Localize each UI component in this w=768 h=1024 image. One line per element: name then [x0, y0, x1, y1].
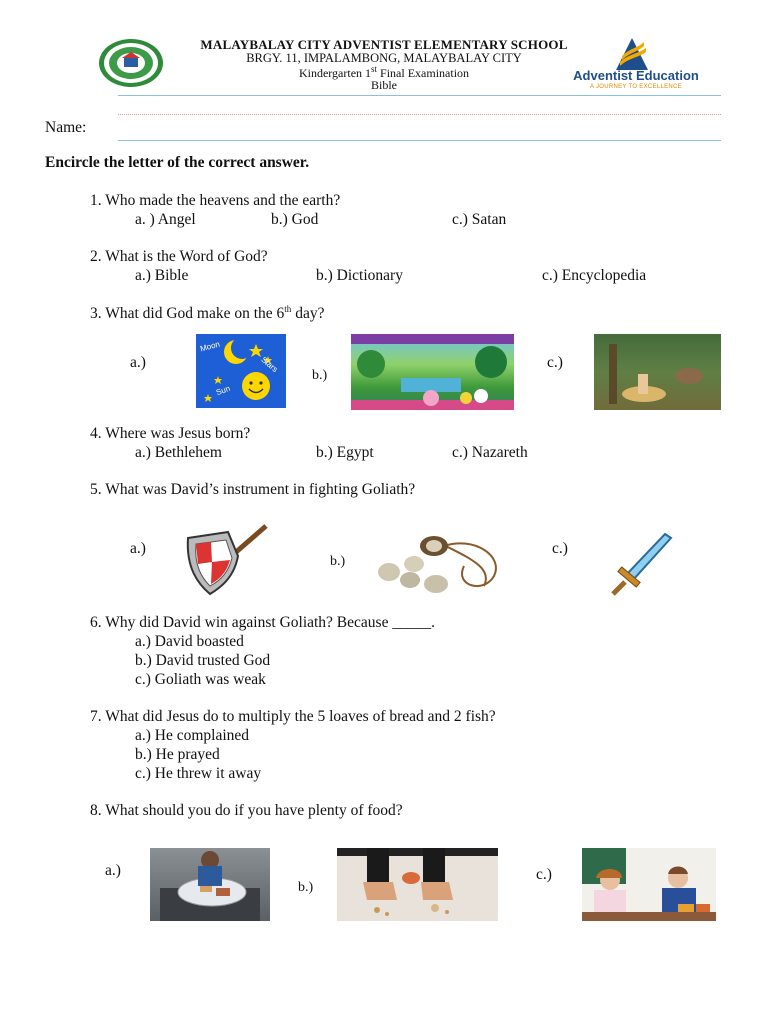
- q3-image-garden-nature[interactable]: [351, 334, 514, 410]
- instruction: Encircle the letter of the correct answer.: [45, 154, 310, 171]
- question-6: 6. Why did David win against Goliath? Because _____.: [90, 614, 435, 631]
- school-address: BRGY. 11, IMPALAMBONG, MALAYBALAY CITY: [246, 51, 522, 65]
- children-sharing-icon: [582, 848, 716, 921]
- q2-option-c[interactable]: c.) Encyclopedia: [542, 267, 647, 284]
- sun-label: Sun: [214, 383, 232, 398]
- sling-stones-icon: [374, 526, 508, 596]
- q8-option-c[interactable]: c.): [536, 866, 552, 883]
- question-8: 8. What should you do if you have plenty of food?: [90, 802, 403, 819]
- school-name: MALAYBALAY CITY ADVENTIST ELEMENTARY SCHOOL: [200, 37, 568, 52]
- stepping-on-food-image[interactable]: [337, 848, 498, 921]
- q8-option-b[interactable]: b.): [298, 880, 314, 895]
- adventist-education-logo: [556, 36, 716, 94]
- sharing-food-image[interactable]: [582, 848, 716, 921]
- garden-scene-icon: [351, 334, 514, 410]
- q5-option-a[interactable]: a.): [130, 540, 146, 557]
- q6-option-b[interactable]: b.) David trusted God: [135, 652, 271, 669]
- name-field-dotted-line: [118, 114, 721, 115]
- trash-food-icon: [150, 848, 270, 921]
- q3-image-animals-people[interactable]: [594, 334, 721, 410]
- q1-option-b[interactable]: b.) God: [271, 211, 319, 228]
- question-2: 2. What is the Word of God?: [90, 248, 268, 265]
- header-divider: [118, 95, 721, 96]
- q1-option-c[interactable]: c.) Satan: [452, 211, 507, 228]
- throwing-food-away-image[interactable]: [150, 848, 270, 921]
- stars-label: Stars: [259, 355, 280, 374]
- q3-option-c[interactable]: c.): [547, 354, 563, 371]
- q4-option-c[interactable]: c.) Nazareth: [452, 444, 528, 461]
- shield-and-sword-icon[interactable]: [180, 522, 272, 596]
- q3-option-a[interactable]: a.): [130, 354, 146, 371]
- question-3: 3. What did God make on the 6th day?: [90, 304, 325, 323]
- q8-option-a[interactable]: a.): [105, 862, 121, 879]
- question-7: 7. What did Jesus do to multiply the 5 loaves of bread and 2 fish?: [90, 708, 496, 725]
- flame-logo-icon: [612, 36, 652, 72]
- q6-option-a[interactable]: a.) David boasted: [135, 633, 244, 650]
- creation-animals-icon: [594, 334, 721, 410]
- name-field-line[interactable]: [118, 140, 721, 141]
- q7-option-a[interactable]: a.) He complained: [135, 727, 250, 744]
- question-4: 4. Where was Jesus born?: [90, 425, 251, 442]
- q6-option-c[interactable]: c.) Goliath was weak: [135, 671, 266, 688]
- question-1: 1. Who made the heavens and the earth?: [90, 192, 341, 209]
- name-label: Name:: [45, 119, 87, 136]
- q5-option-c[interactable]: c.): [552, 540, 568, 557]
- q7-option-c[interactable]: c.) He threw it away: [135, 765, 262, 782]
- sword-icon[interactable]: [605, 530, 675, 598]
- question-5: 5. What was David’s instrument in fighting Goliath?: [90, 481, 416, 498]
- q1-option-a[interactable]: a. ) Angel: [135, 211, 196, 228]
- q2-option-a[interactable]: a.) Bible: [135, 267, 189, 284]
- q4-option-a[interactable]: a.) Bethlehem: [135, 444, 222, 461]
- q3-image-moon-stars-sun[interactable]: [196, 334, 286, 408]
- q2-option-b[interactable]: b.) Dictionary: [316, 267, 403, 284]
- adventist-education-tagline: A JOURNEY TO EXCELLENCE: [590, 84, 682, 90]
- q4-option-b[interactable]: b.) Egypt: [316, 444, 374, 461]
- moon-label: Moon: [199, 339, 221, 354]
- exam-subject: Bible: [371, 78, 397, 92]
- shoes-food-floor-icon: [337, 848, 498, 921]
- q5-option-b[interactable]: b.): [330, 554, 346, 569]
- exam-title: Kindergarten 1st Final Examination: [298, 64, 470, 80]
- sling-and-stones-image[interactable]: [374, 526, 508, 596]
- q7-option-b[interactable]: b.) He prayed: [135, 746, 220, 763]
- q3-option-b[interactable]: b.): [312, 368, 328, 383]
- adventist-education-title: Adventist Education: [573, 68, 699, 83]
